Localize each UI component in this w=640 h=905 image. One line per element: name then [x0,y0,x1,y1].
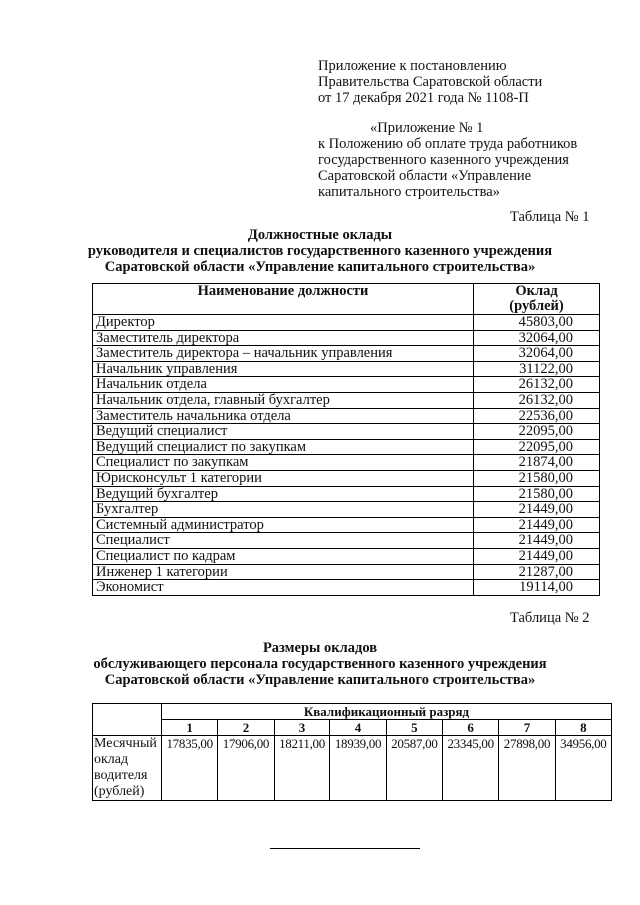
salary-cell: 32064,00 [474,346,600,362]
table-row [93,455,600,471]
grade-group-header: Квалификационный разряд [162,704,612,720]
appendix-line: Саратовской области «Управление [318,168,532,184]
salary-cell: 22095,00 [474,424,600,440]
salary-cell: 22095,00 [474,439,600,455]
col-salary-label: Оклад [515,283,558,299]
col-salary-unit: (рублей) [509,298,564,314]
position-cell: Начальник управления [93,361,474,377]
header-line: от 17 декабря 2021 года № 1108-П [318,90,529,106]
table-row [93,330,600,346]
resolution-header [318,58,618,106]
table2-number: Таблица № 2 [510,610,590,626]
salary-cell: 22536,00 [474,408,600,424]
position-cell: Специалист [93,533,474,549]
table2-grade-row [93,720,612,736]
table2-title-line: Саратовской области «Управление капитального строительства» [104,672,536,688]
salary-cell: 21874,00 [474,455,600,471]
table-row [93,424,600,440]
position-cell: Заместитель директора [93,330,474,346]
position-cell: Заместитель начальника отдела [93,408,474,424]
grade-salary-cell: 20587,00 [386,736,442,801]
grade-header: 4 [330,720,386,736]
table-row [93,377,600,393]
position-cell: Экономист [93,580,474,596]
salary-cell: 21580,00 [474,470,600,486]
table-row [93,470,600,486]
table1-title-line: руководителя и специалистов государственного казенного учреждения [87,243,553,259]
salary-cell: 45803,00 [474,315,600,331]
grade-salary-cell: 23345,00 [443,736,499,801]
table-header-row [93,284,600,315]
salary-cell: 26132,00 [474,392,600,408]
salary-cell: 19114,00 [474,580,600,596]
table-row [93,392,600,408]
grade-salary-cell: 17906,00 [218,736,274,801]
table-row [93,533,600,549]
table-row [93,548,600,564]
table2-value-row [93,736,612,801]
grade-header: 2 [218,720,274,736]
position-cell: Системный администратор [93,517,474,533]
position-cell: Ведущий специалист [93,424,474,440]
position-cell: Ведущий специалист по закупкам [93,439,474,455]
appendix-line: к Положению об оплате труда работников [318,136,578,152]
salary-table [92,283,600,596]
table-row [93,486,600,502]
salary-cell: 21449,00 [474,533,600,549]
position-cell: Специалист по закупкам [93,455,474,471]
salary-cell: 21287,00 [474,564,600,580]
position-cell: Начальник отдела, главный бухгалтер [93,392,474,408]
position-cell: Инженер 1 категории [93,564,474,580]
driver-salary-table [92,703,612,801]
position-cell: Директор [93,315,474,331]
row-label-driver: Месячный оклад водителя (рублей) [93,736,162,801]
table-row [93,517,600,533]
end-divider [270,848,420,849]
grade-salary-cell: 34956,00 [555,736,611,801]
position-cell: Юрисконсульт 1 категории [93,470,474,486]
grade-salary-cell: 18939,00 [330,736,386,801]
grade-header: 1 [162,720,218,736]
grade-header: 8 [555,720,611,736]
table2-group-row [93,704,612,720]
grade-salary-cell: 17835,00 [162,736,218,801]
table1-title [0,227,640,275]
table-row [93,315,600,331]
table-row [93,580,600,596]
header-line: Приложение к постановлению [318,58,507,74]
grade-header: 7 [499,720,555,736]
table2-corner-cell [93,704,162,736]
position-cell: Специалист по кадрам [93,548,474,564]
table-row [93,408,600,424]
table-row [93,564,600,580]
salary-cell: 21449,00 [474,502,600,518]
grade-header: 5 [386,720,442,736]
appendix-line: «Приложение № 1 [370,120,484,136]
header-line: Правительства Саратовской области [318,74,543,90]
salary-cell: 32064,00 [474,330,600,346]
table2-title-line: Размеры окладов [262,640,378,656]
table-row [93,439,600,455]
salary-cell: 21449,00 [474,548,600,564]
table-row [93,502,600,518]
position-cell: Ведущий бухгалтер [93,486,474,502]
table-row [93,346,600,362]
table1-title-line: Должностные оклады [247,227,393,243]
grade-salary-cell: 27898,00 [499,736,555,801]
table1-number: Таблица № 1 [510,209,590,225]
salary-cell: 21449,00 [474,517,600,533]
salary-cell: 21580,00 [474,486,600,502]
salary-cell: 26132,00 [474,377,600,393]
appendix-line: государственного казенного учреждения [318,152,569,168]
position-cell: Бухгалтер [93,502,474,518]
table-row [93,361,600,377]
grade-header: 3 [274,720,330,736]
grade-header: 6 [443,720,499,736]
position-cell: Начальник отдела [93,377,474,393]
grade-salary-cell: 18211,00 [274,736,330,801]
table1-title-line: Саратовской области «Управление капитального строительства» [104,259,536,275]
position-cell: Заместитель директора – начальник управления [93,346,474,362]
col-position-header: Наименование должности [93,284,474,315]
salary-cell: 31122,00 [474,361,600,377]
appendix-line: капитального строительства» [318,184,500,200]
table2-title [0,640,640,688]
table2-title-line: обслуживающего персонала государственного казенного учреждения [93,656,547,672]
appendix-header [318,120,618,200]
col-salary-header [474,284,600,315]
